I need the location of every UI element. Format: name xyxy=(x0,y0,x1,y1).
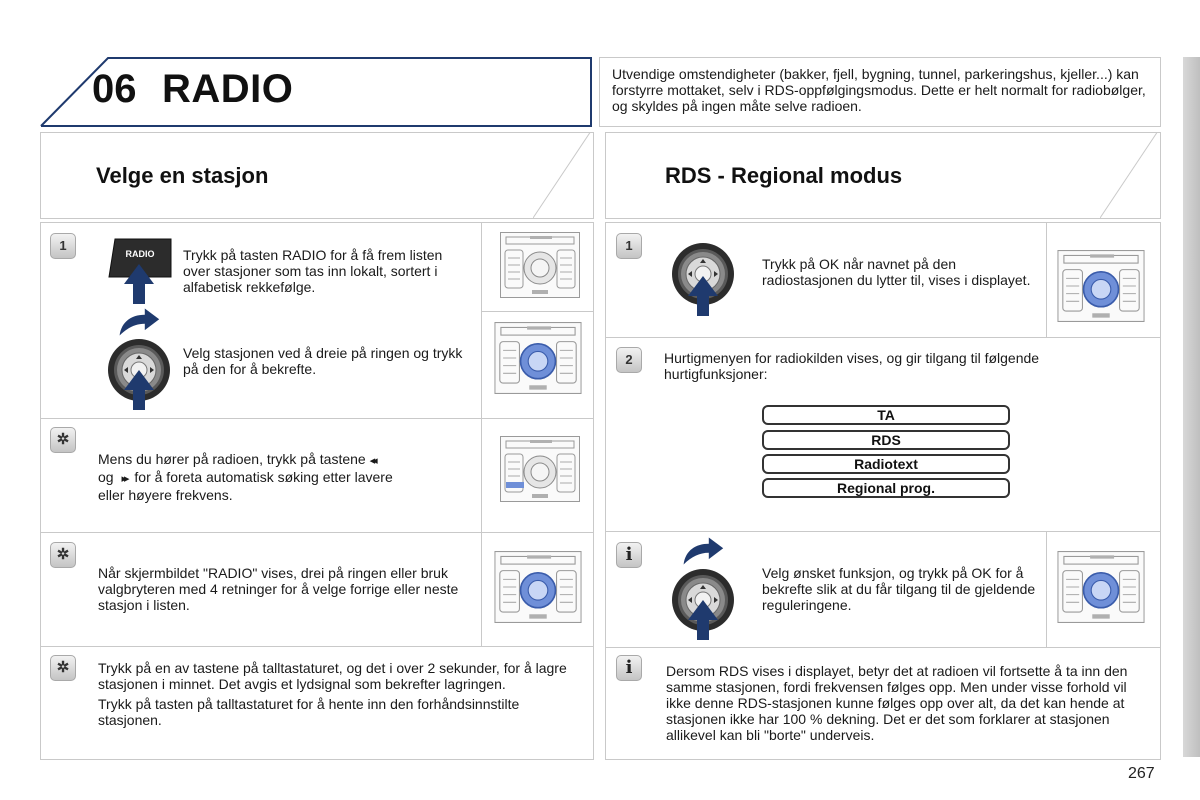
seek-forward-icon: ▸▸ xyxy=(121,473,127,485)
step-badge: 1 xyxy=(50,233,76,259)
chapter-header xyxy=(40,57,592,127)
divider xyxy=(606,531,1160,532)
press-arrow-icon xyxy=(124,264,154,304)
step1-text-radio: Trykk på tasten RADIO for å få frem listen over stasjoner som tas inn lokalt, sortert i alfabetisk rekkefølge. xyxy=(183,247,443,295)
tip-preset-store: Trykk på en av tastene på talltastaturet, og det i over 2 sekunder, for å lagre stasjonen i minnet. Det avgis et lydsignal som bekrefter lagringen. xyxy=(98,660,567,692)
divider xyxy=(41,646,593,647)
page-fold-decoration xyxy=(1100,132,1160,218)
tip-seek-line1: Mens du hører på radioen, trykk på tastene xyxy=(98,451,366,467)
radio-key-label: RADIO xyxy=(125,249,155,259)
info-icon: i xyxy=(616,655,642,681)
menu-item-regional-prog[interactable]: Regional prog. xyxy=(762,478,1010,498)
dashboard-thumbnail-knob-highlight xyxy=(488,551,588,623)
page-fold-decoration xyxy=(533,132,593,218)
divider xyxy=(606,647,1160,648)
tip-seek-line3: eller høyere frekvens. xyxy=(98,487,233,503)
right-section-title: RDS - Regional modus xyxy=(665,163,903,188)
tip-preset-recall: Trykk på tasten på talltastaturet for å hente inn den forhåndsinnstilte stasjonen. xyxy=(98,696,520,728)
tip-icon: ✲ xyxy=(50,427,76,453)
tip-navigate-text: Når skjermbildet "RADIO" vises, drei på ringen eller bruk valgbryteren med 4 retninger for å velge forrige eller neste stasjon i listen. xyxy=(98,565,459,613)
tip-icon: ✲ xyxy=(50,655,76,681)
intro-text: Utvendige omstendigheter (bakker, fjell, bygning, tunnel, parkeringshus, kjeller...) kan forstyrre mottaket, selv i RDS-oppfølgingsmodus. Dette er helt normalt for radiobølger, og skyldes på ingen måte selve radioen. xyxy=(612,66,1146,114)
page-number: 267 xyxy=(1128,765,1155,782)
seek-back-icon: ◂◂ xyxy=(369,455,375,467)
menu-item-ta[interactable]: TA xyxy=(762,405,1010,425)
right-section-heading xyxy=(605,132,1161,219)
step-badge: 1 xyxy=(616,233,642,259)
info-icon: i xyxy=(616,542,642,568)
left-section-title: Velge en stasjon xyxy=(96,163,269,188)
press-arrow-icon xyxy=(688,276,718,316)
tip-preset-text xyxy=(98,660,578,728)
dashboard-thumbnail-knob-highlight xyxy=(488,322,588,394)
divider xyxy=(481,311,593,312)
rotate-arrow-icon xyxy=(680,535,725,567)
press-arrow-icon xyxy=(124,370,154,410)
menu-item-radiotext[interactable]: Radiotext xyxy=(762,454,1010,474)
left-section-heading xyxy=(40,132,594,219)
page-side-tab xyxy=(1183,57,1200,757)
chapter-number: 06 xyxy=(92,67,137,111)
dashboard-thumbnail xyxy=(500,232,580,298)
rotate-arrow-icon xyxy=(116,306,161,338)
dashboard-thumbnail-knob-highlight xyxy=(1051,250,1151,322)
divider xyxy=(41,418,593,419)
menu-item-rds[interactable]: RDS xyxy=(762,430,1010,450)
rds-info2-text: Dersom RDS vises i displayet, betyr det at radioen vil fortsette å ta inn den samme stasjonen, fordi frekvensen følges opp. Men under visse forhold vil ikke denne RDS-stasjonen kunne følges opp over alt, da det kan hende at stasjonen ikke har 100 % dekning. Det er det som forklarer at stasjonen allikevel kan bli "borte" underveis. xyxy=(666,663,1128,743)
intro-note xyxy=(599,57,1161,127)
thumb-column-divider xyxy=(1046,223,1047,337)
dashboard-thumbnail-knob-highlight xyxy=(1051,551,1151,623)
rds-step1-text: Trykk på OK når navnet på den radiostasjonen du lytter til, vises i displayet. xyxy=(762,256,1031,288)
step1-text-knob: Velg stasjonen ved å dreie på ringen og trykk på den for å bekrefte. xyxy=(183,345,463,377)
rds-info1-text: Velg ønsket funksjon, og trykk på OK for å bekrefte slik at du får tilgang til de gjeldende reguleringene. xyxy=(762,565,1036,613)
thumb-column-divider xyxy=(1046,531,1047,647)
tip-seek-text xyxy=(98,451,458,503)
divider xyxy=(606,337,1160,338)
tip-seek-line2b: for å foreta automatisk søking etter lavere xyxy=(134,469,393,485)
chapter-title: RADIO xyxy=(162,67,294,111)
divider xyxy=(41,532,593,533)
press-arrow-icon xyxy=(688,600,718,640)
step-badge: 2 xyxy=(616,347,642,373)
dashboard-thumbnail-seek xyxy=(500,436,580,502)
thumb-column-divider xyxy=(481,223,482,646)
tip-icon: ✲ xyxy=(50,542,76,568)
tip-seek-line2a: og xyxy=(98,469,114,485)
rds-step2-text: Hurtigmenyen for radiokilden vises, og gir tilgang til følgende hurtigfunksjoner: xyxy=(664,350,1040,382)
